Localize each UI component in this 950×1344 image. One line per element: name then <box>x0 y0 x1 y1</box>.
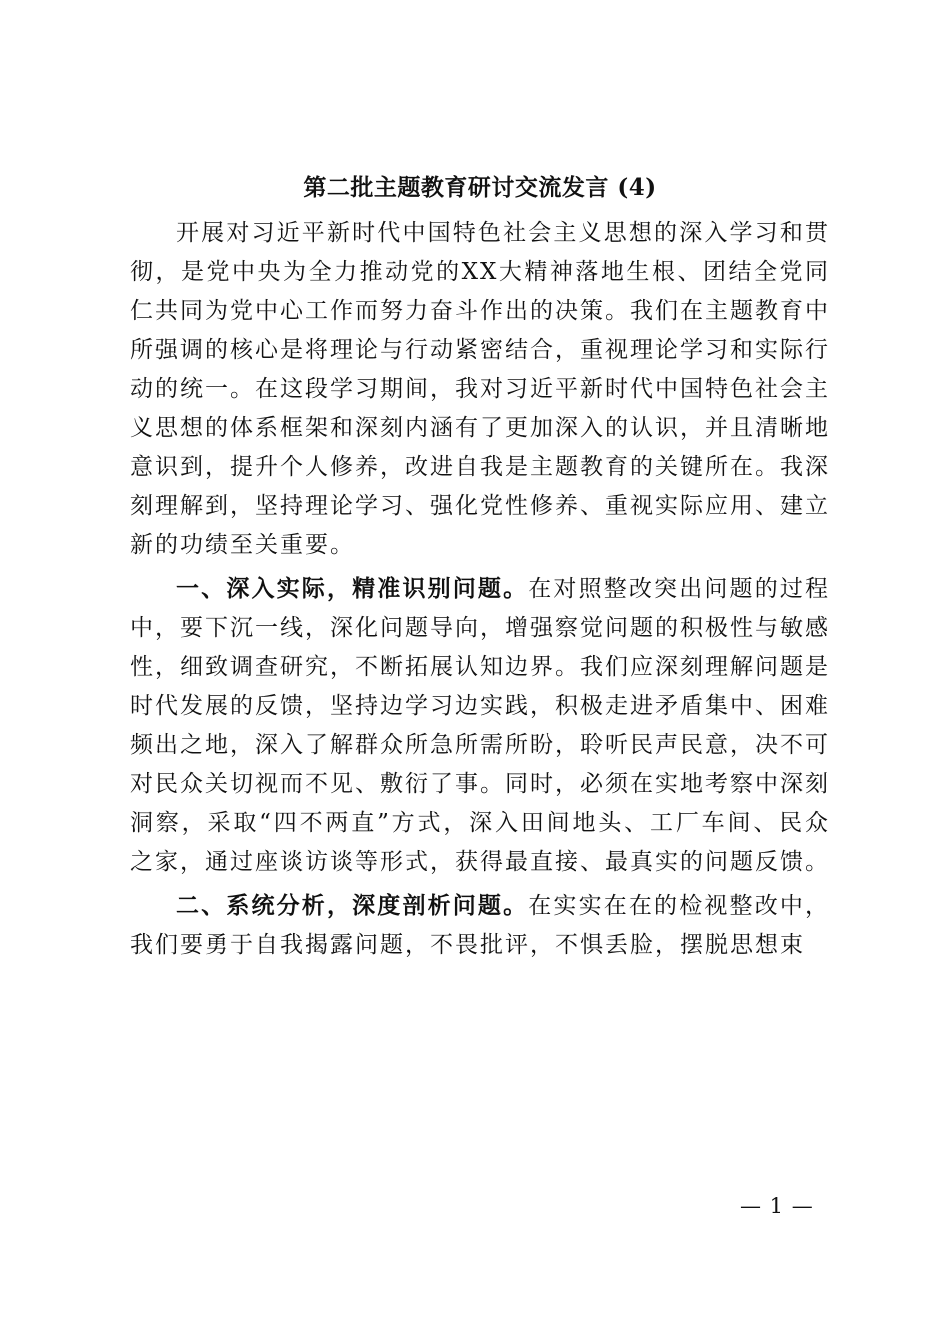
document-page <box>130 168 830 969</box>
paragraph-section-2 <box>130 886 830 965</box>
document-title: 第二批主题教育研讨交流发言 (4) <box>303 174 657 201</box>
paragraph-section-1 <box>130 569 830 882</box>
section-heading: 二、系统分析，深度剖析问题。 <box>176 892 529 919</box>
section-heading: 一、深入实际，精准识别问题。 <box>176 575 529 602</box>
paragraph-body: 在对照整改突出问题的过程中，要下沉一线，深化问题导向，增强察觉问题的积极性与敏感性，细致调查研究，不断拓展认知边界。我们应深刻理解问题是时代发展的反馈，坚持边学习边实践，积极走进矛盾集中、困难频出之地，深入了解群众所急所需所盼，聆听民声民意，决不可对民众关切视而不见、敷衍了事。同时，必须在实地考察中深刻洞察，采取“四不两直”方式，深入田间地头、工厂车间、民众之家，通过座谈访谈等形式，获得最直接、最真实的问题反馈。 <box>130 576 831 875</box>
paragraph-body: 开展对习近平新时代中国特色社会主义思想的深入学习和贯彻，是党中央为全力推动党的XX大精神落地生根、团结全党同仁共同为党中心工作而努力奋斗作出的决策。我们在主题教育中所强调的核心是将理论与行动紧密结合，重视理论学习和实际行动的统一。在这段学习期间，我对习近平新时代中国特色社会主义思想的体系框架和深刻内涵有了更加深入的认识，并且清晰地意识到，提升个人修养，改进自我是主题教育的关键所在。我深刻理解到，坚持理论学习、强化党性修养、重视实际应用、建立新的功绩至关重要。 <box>130 220 830 558</box>
paragraph-body: 在实实在在的检视整改中，我们要勇于自我揭露问题，不畏批评，不惧丢脸，摆脱思想束 <box>130 893 831 958</box>
page-number: — 1 — <box>740 1194 814 1218</box>
paragraph-intro <box>130 214 830 565</box>
